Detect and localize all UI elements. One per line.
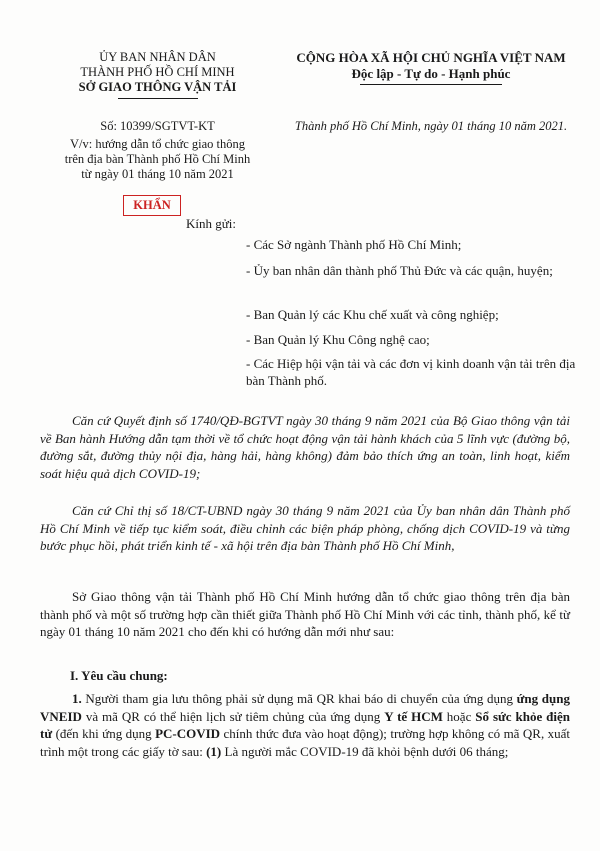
recipient-item: - Các Sở ngành Thành phố Hồ Chí Minh; [246, 237, 462, 252]
subject-line: từ ngày 01 tháng 10 năm 2021 [81, 167, 234, 181]
national-motto-header [276, 50, 586, 82]
authority-line-3: SỞ GIAO THÔNG VẬN TẢI [78, 80, 237, 94]
item-text: Là người mắc COVID-19 đã khỏi bệnh dưới 06 tháng; [221, 743, 509, 759]
list-marker: (1) [206, 743, 222, 759]
legal-basis-paragraph: Căn cứ Chỉ thị số 18/CT-UBND ngày 30 tháng 9 năm 2021 của Ủy ban nhân dân Thành phố Hồ Chí Minh về tiếp tục kiểm soát, điều chỉnh các biện pháp phòng, chống dịch COVID-19 và từng bước phục hồi, phát triển kinh tế - xã hội trên địa bàn Thành phố Hồ Chí Minh, [40, 503, 570, 553]
motto: Độc lập - Tự do - Hạnh phúc [351, 66, 511, 81]
authority-line-2: THÀNH PHỐ HỒ CHÍ MINH [80, 65, 235, 79]
recipient-item: - Ban Quản lý Khu Công nghệ cao; [246, 332, 430, 347]
authority-line-1: ỦY BAN NHÂN DÂN [99, 50, 216, 64]
legal-basis-paragraph: Căn cứ Quyết định số 1740/QĐ-BGTVT ngày 30 tháng 9 năm 2021 của Bộ Giao thông vận tải về Ban hành Hướng dẫn tạm thời về tổ chức hoạt động vận tải hành khách của 5 lĩnh vực (đường bộ, đường sắt, đường thủy nội địa, hàng hải, hàng không) đảm bảo thích ứng an toàn, linh hoạt, kiểm soát hiệu quả dịch COVID-19; [40, 413, 570, 481]
left-header-underline [118, 98, 198, 99]
document-date: Thành phố Hồ Chí Minh, ngày 01 tháng 10 năm 2021. [294, 119, 568, 133]
item-number: 1. [72, 691, 82, 706]
section-heading: I. Yêu cầu chung: [70, 668, 168, 683]
item-text: và mã QR có thể hiện lịch sử tiêm chủng của ứng dụng [81, 708, 385, 724]
document-subject [40, 137, 275, 182]
recipient-item: - Các Hiệp hội vận tải và các đơn vị kinh doanh vận tải trên địa bàn Thành phố. [246, 356, 576, 388]
item-text: Người tham gia lưu thông phải sử dụng mã QR khai báo di chuyển của ứng dụng [81, 691, 517, 706]
intro-paragraph: Sở Giao thông vận tải Thành phố Hồ Chí Minh hướng dẫn tổ chức giao thông trên địa bàn thành phố và một số trường hợp cần thiết giữa Thành phố Hồ Chí Minh với các tỉnh, thành phố, kể từ ngày 01 tháng 10 năm 2021 cho đến khi có hướng dẫn mới như sau: [40, 589, 570, 639]
country-name: CỘNG HÒA XÃ HỘI CHỦ NGHĨA VIỆT NAM [296, 50, 566, 65]
recipient-item: - Ban Quản lý các Khu chế xuất và công nghiệp; [246, 307, 499, 322]
app-name: Y tế HCM [384, 708, 443, 724]
motto-underline [360, 84, 502, 85]
urgent-stamp: KHẨN [123, 195, 181, 216]
subject-line: trên địa bàn Thành phố Hồ Chí Minh [64, 152, 251, 166]
app-name: PC-COVID [155, 726, 221, 741]
document-number: Số: 10399/SGTVT-KT [100, 119, 215, 133]
item-text: (đến khi ứng dụng [52, 726, 156, 741]
item-text: chính thức đưa vào hoạt động); trường hợp không có mã QR, xuất trình một trong các giấy tờ sau: [40, 726, 571, 759]
recipient-item: - Ủy ban nhân dân thành phố Thủ Đức và các quận, huyện; [246, 263, 553, 278]
issuing-authority-header [40, 50, 275, 95]
app-name: ứng dụng VNEID [40, 691, 570, 724]
subject-line: V/v: hướng dẫn tổ chức giao thông [70, 137, 245, 151]
app-name: Sổ sức khỏe điện tử [40, 708, 571, 741]
requirement-item-1 [40, 690, 570, 760]
item-text: hoặc [442, 708, 476, 724]
salutation: Kính gửi: [186, 216, 237, 231]
